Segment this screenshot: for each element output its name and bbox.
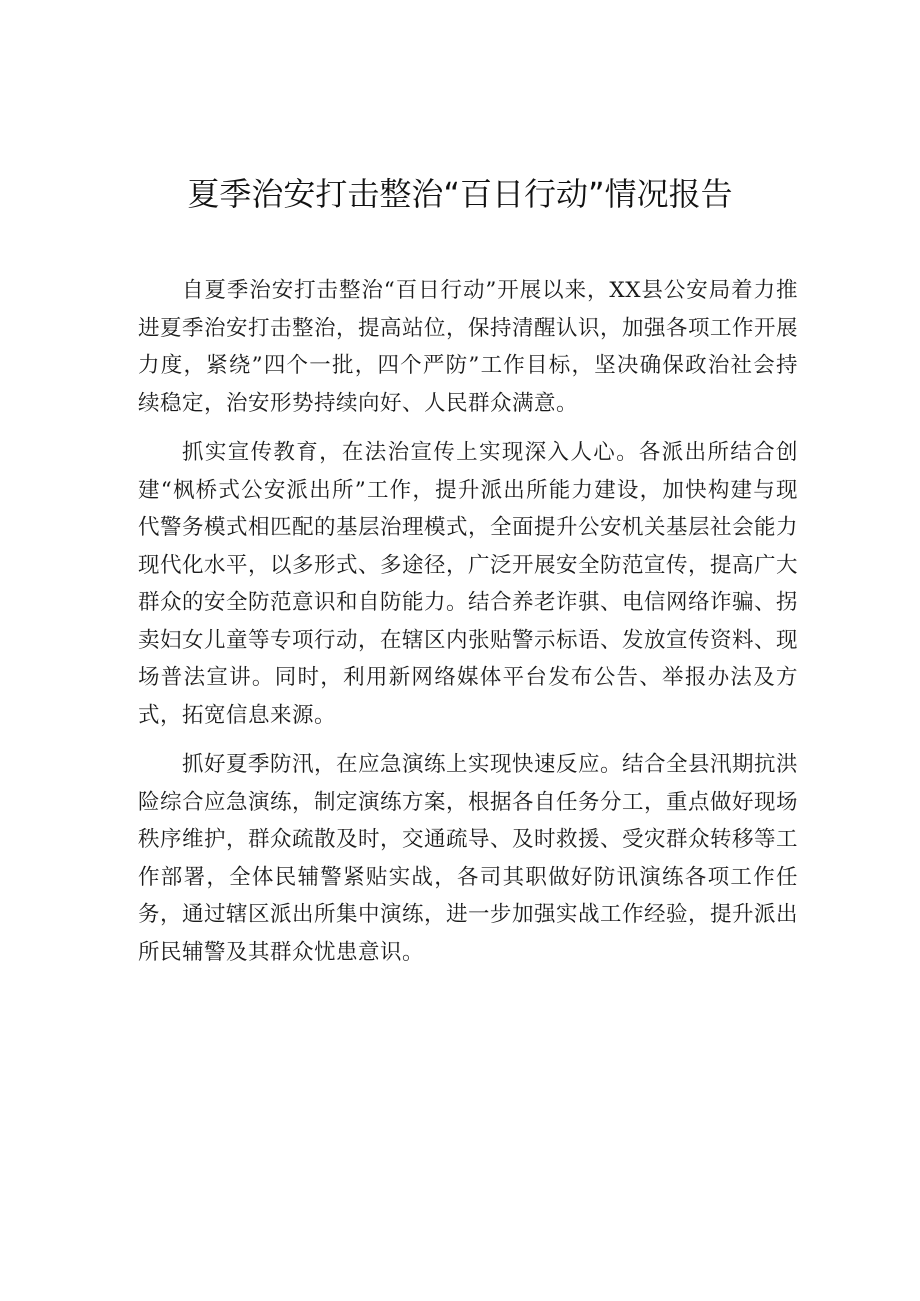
paragraph-flood-prevention: 抓好夏季防汛，在应急演练上实现快速反应。结合全县汛期抗洪险综合应急演练，制定演练方案，根据各自任务分工，重点做好现场秩序维护，群众疏散及时，交通疏导、及时救援、受灾群众转移等工作部署，全体民辅警紧贴实战，各司其职做好防讯演练各项工作任务，通过辖区派出所集中演练，进一步加强实战工作经验，提升派出所民辅警及其群众忧患意识。 (138, 752, 799, 965)
document-body (138, 272, 798, 983)
paragraph-publicity-education: 抓实宣传教育，在法治宣传上实现深入人心。各派出所结合创建“枫桥式公安派出所”工作，提升派出所能力建设，加快构建与现代警务模式相匹配的基层治理模式，全面提升公安机关基层社会能力现代化水平，以多形式、多途径，广泛开展安全防范宣传，提高广大群众的安全防范意识和自防能力。结合养老诈骐、电信网络诈骗、拐卖妇女儿童等专项行动，在辖区内张贴警示标语、发放宣传资料、现场普法宣讲。同时，利用新网络媒体平台发布公告、举报办法及方式，拓宽信息来源。 (138, 440, 799, 728)
document-title: 夏季治安打击整治“百日行动”情况报告 (187, 175, 733, 213)
paragraph-intro: 自夏季治安打击整治“百日行动”开展以来，XX县公安局着力推进夏季治安打击整治，提高站位，保持清醒认识，加强各项工作开展力度，紧绕”四个一批，四个严防”工作目标，坚决确保政治社会持续稳定，治安形势持续向好、人民群众满意。 (138, 278, 799, 416)
